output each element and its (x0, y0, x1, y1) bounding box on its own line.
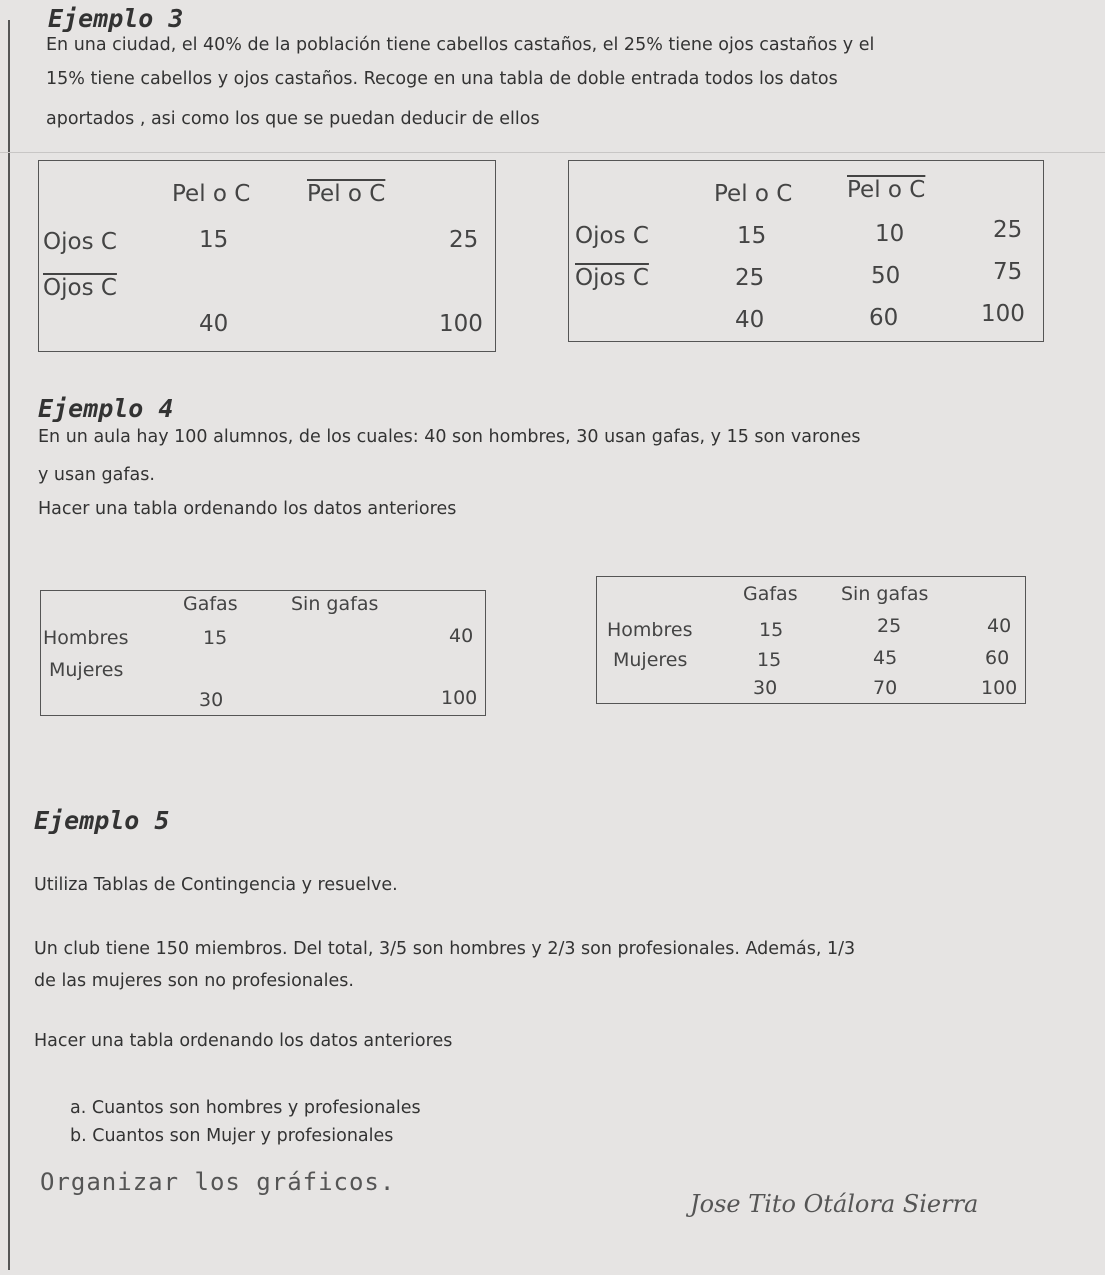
ex5-title: Ejemplo 5 (34, 806, 170, 835)
table-cell: 70 (873, 677, 898, 699)
ex5-intro: Utiliza Tablas de Contingencia y resuelve. (34, 875, 398, 895)
table-cell: 40 (449, 625, 474, 647)
table-cell: 60 (985, 647, 1010, 669)
col-header: Pel o C (172, 181, 251, 207)
table-cell: 60 (869, 305, 899, 331)
table-cell: 25 (877, 615, 902, 637)
table-cell: 40 (199, 311, 229, 337)
table-cell: 100 (981, 677, 1018, 699)
ex5-text-line-2: de las mujeres son no profesionales. (34, 971, 354, 991)
margin-line (8, 20, 10, 1270)
table-cell: 40 (735, 307, 765, 333)
ex4-text-line-2: y usan gafas. (38, 465, 155, 485)
table-cell: 50 (871, 263, 901, 289)
ex5-item-a: a. Cuantos son hombres y profesionales (70, 1098, 421, 1118)
table-cell: 25 (449, 227, 479, 253)
ex3-text-line-1: En una ciudad, el 40% de la población tiene cabellos castaños, el 25% tiene ojos castaños y el (46, 35, 875, 55)
ex5-instruction: Hacer una tabla ordenando los datos anteriores (34, 1031, 453, 1051)
table-cell: 100 (981, 301, 1025, 327)
divider (0, 152, 1105, 153)
col-header: Pel o C (714, 181, 793, 207)
ex3-table-right (568, 160, 1044, 342)
row-header: Ojos C (43, 275, 117, 301)
row-header: Ojos C (575, 265, 649, 291)
signature: Jose Tito Otálora Sierra (690, 1190, 979, 1218)
table-cell: 40 (987, 615, 1012, 637)
row-header: Hombres (607, 619, 693, 641)
table-cell: 30 (199, 689, 224, 711)
ex3-text-line-2: 15% tiene cabellos y ojos castaños. Recoge en una tabla de doble entrada todos los datos (46, 69, 838, 89)
col-header: Sin gafas (291, 593, 379, 615)
ex4-table-left (40, 590, 486, 716)
table-cell: 100 (439, 311, 483, 337)
ex4-title: Ejemplo 4 (38, 394, 174, 423)
row-header: Ojos C (575, 223, 649, 249)
row-header: Hombres (43, 627, 129, 649)
ex5-text-line-1: Un club tiene 150 miembros. Del total, 3/5 son hombres y 2/3 son profesionales. Además, 1/3 (34, 939, 856, 959)
col-header: Pel o C (847, 177, 926, 203)
col-header: Gafas (183, 593, 238, 615)
table-cell: 15 (203, 627, 228, 649)
ex3-title: Ejemplo 3 (48, 4, 184, 33)
table-cell: 25 (735, 265, 765, 291)
table-cell: 15 (759, 619, 784, 641)
row-header: Mujeres (49, 659, 124, 681)
col-header: Gafas (743, 583, 798, 605)
ex4-text-line-1: En un aula hay 100 alumnos, de los cuales: 40 son hombres, 30 usan gafas, y 15 son varones (38, 427, 861, 447)
row-header: Ojos C (43, 229, 117, 255)
col-header: Sin gafas (841, 583, 929, 605)
handwritten-note: Organizar los gráficos. (40, 1168, 396, 1196)
table-cell: 75 (993, 259, 1023, 285)
ex4-text-line-3: Hacer una tabla ordenando los datos anteriores (38, 499, 457, 519)
ex4-table-right (596, 576, 1026, 704)
ex3-text-line-3: aportados , asi como los que se puedan deducir de ellos (46, 109, 540, 129)
table-cell: 100 (441, 687, 478, 709)
table-cell: 10 (875, 221, 905, 247)
row-header: Mujeres (613, 649, 688, 671)
ex5-item-b: b. Cuantos son Mujer y profesionales (70, 1126, 394, 1146)
table-cell: 15 (199, 227, 229, 253)
table-cell: 30 (753, 677, 778, 699)
col-header: Pel o C (307, 181, 386, 207)
table-cell: 45 (873, 647, 898, 669)
table-cell: 15 (737, 223, 767, 249)
table-cell: 15 (757, 649, 782, 671)
ex3-table-left (38, 160, 496, 352)
table-cell: 25 (993, 217, 1023, 243)
